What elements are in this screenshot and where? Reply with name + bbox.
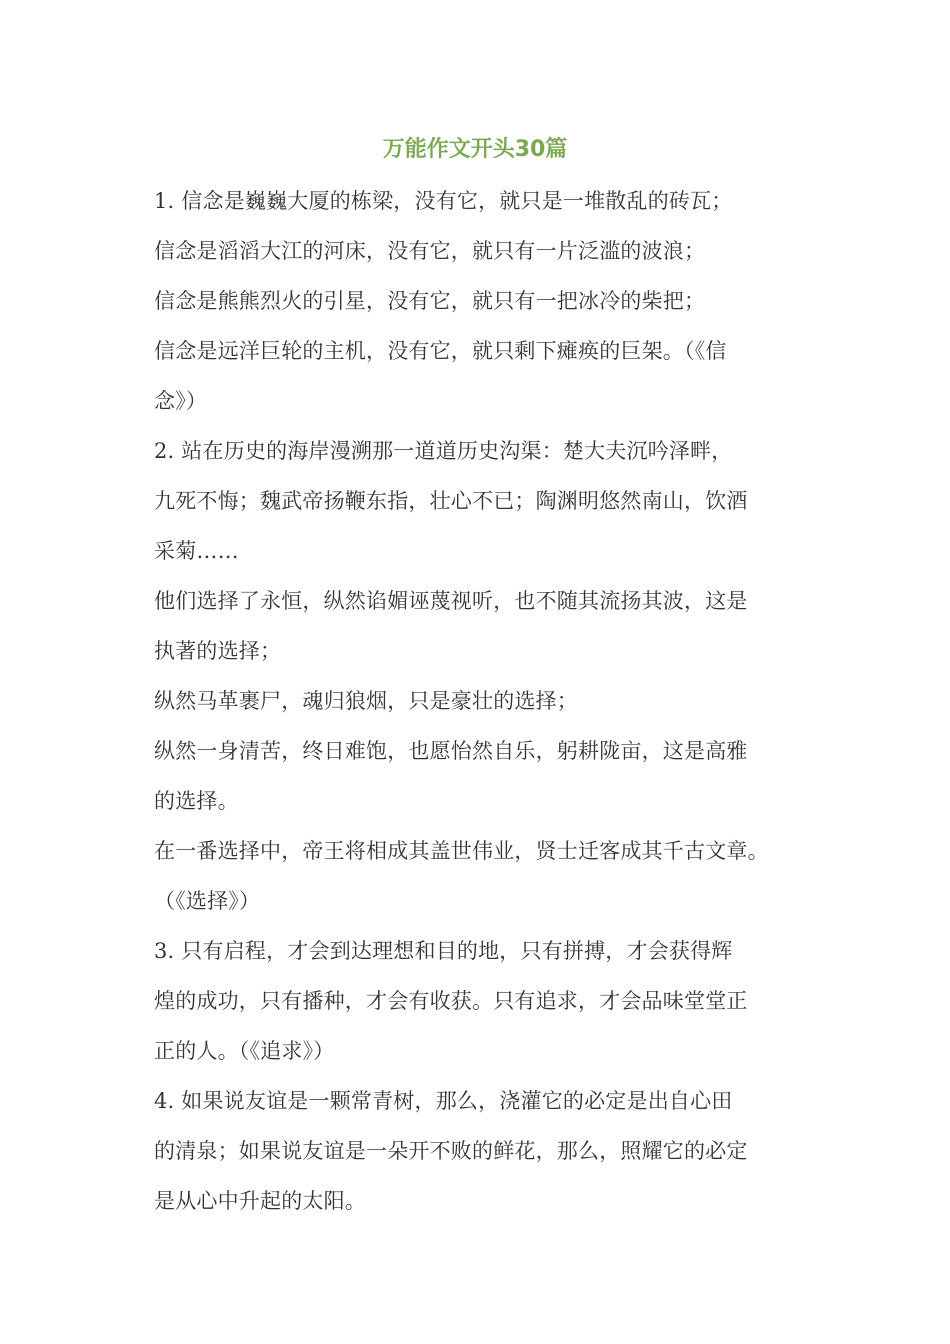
text-line: 2. 站在历史的海岸漫溯那一道道历史沟渠：楚大夫沉吟泽畔， xyxy=(154,439,733,463)
text-line: （《选择》） xyxy=(154,889,261,913)
text-line: 4. 如果说友谊是一颗常青树，那么，浇灌它的必定是出自心田 xyxy=(154,1089,733,1113)
text-line: 纵然一身清苦，终日难饱，也愿怡然自乐，躬耕陇亩，这是高雅 xyxy=(154,739,748,763)
text-line: 的选择。 xyxy=(154,789,239,813)
text-line: 他们选择了永恒，纵然谄媚诬蔑视听，也不随其流扬其波，这是 xyxy=(154,589,748,613)
text-line: 是从心中升起的太阳。 xyxy=(154,1189,366,1213)
page-title: 万能作文开头30篇 xyxy=(382,137,568,162)
text-line: 执著的选择； xyxy=(154,639,282,663)
text-line: 在一番选择中，帝王将相成其盖世伟业，贤士迁客成其千古文章。 xyxy=(154,839,769,863)
text-line: 煌的成功，只有播种，才会有收获。只有追求，才会品味堂堂正 xyxy=(154,989,748,1013)
text-line: 信念是远洋巨轮的主机，没有它，就只剩下瘫痪的巨架。（《信 xyxy=(154,339,727,363)
text-line: 3. 只有启程，才会到达理想和目的地，只有拼搏，才会获得辉 xyxy=(154,939,733,963)
document-body xyxy=(154,176,814,1226)
text-line: 信念是熊熊烈火的引星，没有它，就只有一把冰冷的柴把； xyxy=(154,289,706,313)
text-line: 的清泉；如果说友谊是一朵开不败的鲜花，那么，照耀它的必定 xyxy=(154,1139,748,1163)
text-line: 念》） xyxy=(154,389,208,413)
text-line: 九死不悔；魏武帝扬鞭东指，壮心不已；陶渊明悠然南山，饮酒 xyxy=(154,489,748,513)
text-line: 纵然马革裹尸，魂归狼烟，只是豪壮的选择； xyxy=(154,689,578,713)
text-line: 正的人。（《追求》） xyxy=(154,1039,335,1063)
text-line: 信念是滔滔大江的河床，没有它，就只有一片泛滥的波浪； xyxy=(154,239,706,263)
text-line: 1. 信念是巍巍大厦的栋梁，没有它，就只是一堆散乱的砖瓦； xyxy=(154,189,733,213)
text-line: 采菊…… xyxy=(154,539,239,563)
